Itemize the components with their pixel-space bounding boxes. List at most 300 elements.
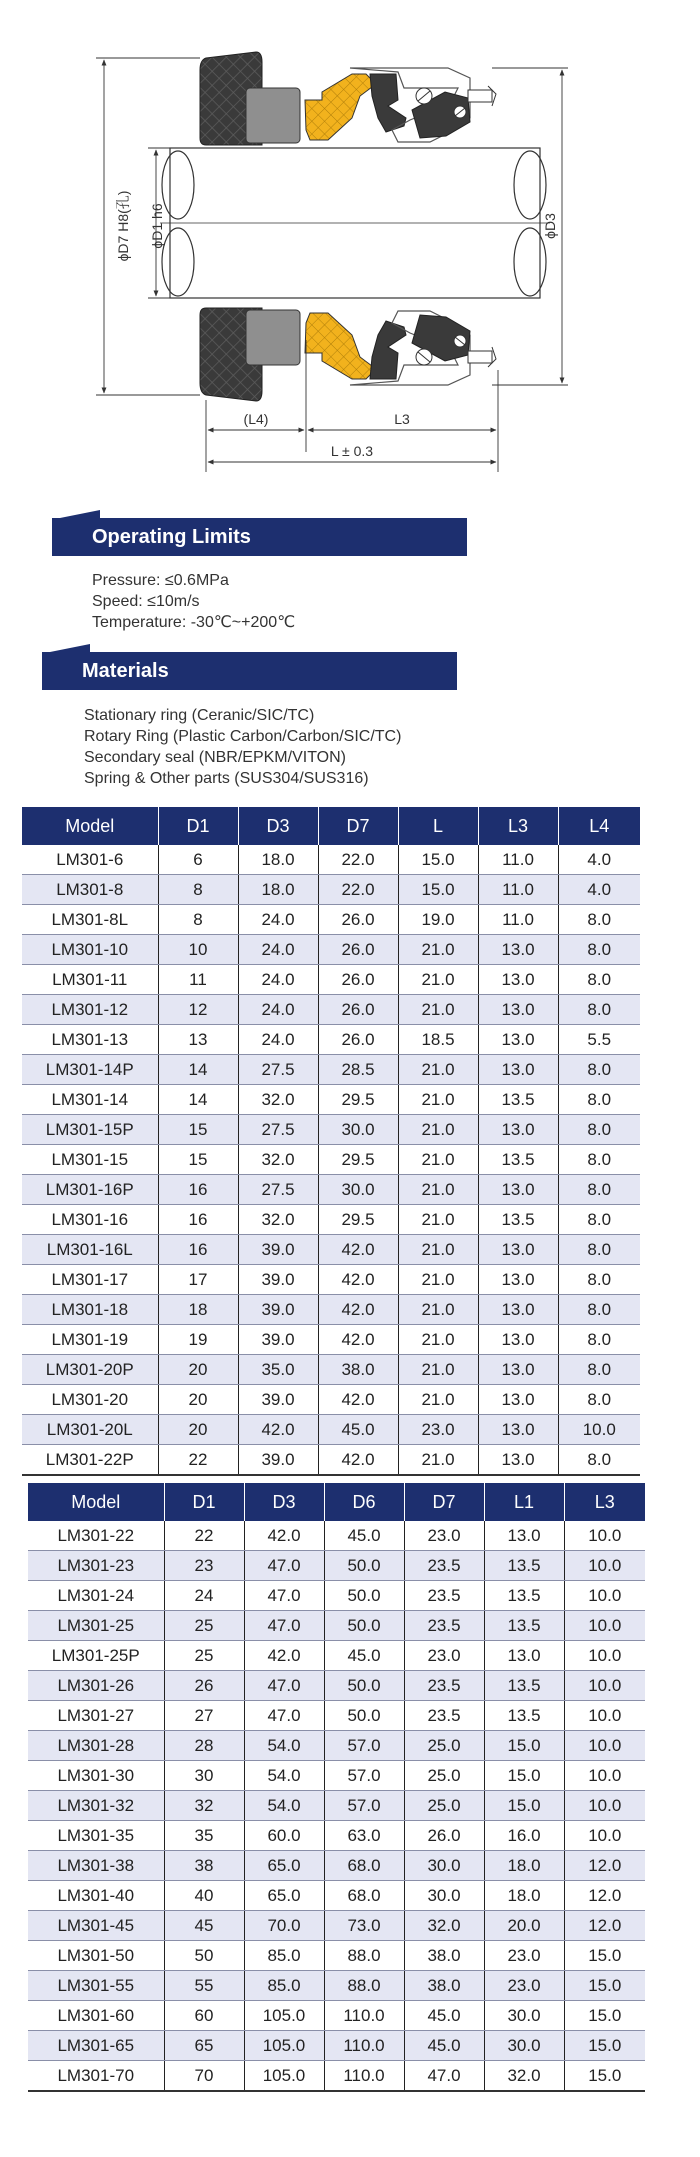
cell-value: 39.0 [238,1385,318,1415]
retainer-clip-bottom [468,351,492,363]
cell-value: 22 [158,1445,238,1476]
cell-value: 47.0 [244,1701,324,1731]
cell-value: 8.0 [558,1385,640,1415]
cell-value: 18.5 [398,1025,478,1055]
cell-model: LM301-20L [22,1415,158,1445]
cell-model: LM301-14P [22,1055,158,1085]
cell-value: 32.0 [484,2061,564,2092]
cell-value: 13.0 [478,965,558,995]
operating-limits-list [92,570,295,633]
cell-value: 15.0 [564,1941,645,1971]
cell-value: 21.0 [398,1085,478,1115]
cell-value: 30.0 [404,1881,484,1911]
cell-value: 10.0 [564,1551,645,1581]
cell-model: LM301-8L [22,905,158,935]
cell-value: 42.0 [318,1265,398,1295]
cell-value: 11.0 [478,845,558,875]
table-row [22,1025,640,1055]
cell-value: 18.0 [484,1881,564,1911]
cell-model: LM301-55 [28,1971,164,2001]
cell-value: 70.0 [244,1911,324,1941]
cell-value: 110.0 [324,2031,404,2061]
cell-model: LM301-70 [28,2061,164,2092]
cell-value: 47.0 [244,1671,324,1701]
cell-value: 13.5 [484,1671,564,1701]
cell-model: LM301-27 [28,1701,164,1731]
cell-value: 22.0 [318,875,398,905]
cell-value: 45.0 [324,1641,404,1671]
table-row [22,1085,640,1115]
cell-value: 24.0 [238,995,318,1025]
table-row [22,1445,640,1476]
table-row [22,1205,640,1235]
retainer-clip-top [468,90,492,102]
cell-value: 13.0 [478,935,558,965]
cell-value: 15 [158,1145,238,1175]
material-rotary-ring: Rotary Ring (Plastic Carbon/Carbon/SIC/TC) [84,728,402,745]
cell-value: 50.0 [324,1671,404,1701]
cell-value: 12.0 [564,1851,645,1881]
cell-value: 21.0 [398,995,478,1025]
table-2-header-row [28,1483,645,1521]
cell-value: 25.0 [404,1761,484,1791]
cell-model: LM301-35 [28,1821,164,1851]
cell-value: 105.0 [244,2001,324,2031]
cell-value: 45 [164,1911,244,1941]
cell-model: LM301-10 [22,935,158,965]
cell-value: 13 [158,1025,238,1055]
cell-value: 13.5 [484,1551,564,1581]
dimension-table-1 [22,807,640,1476]
cell-value: 30.0 [318,1175,398,1205]
rotary-ring-top [305,74,376,140]
cell-value: 8.0 [558,1325,640,1355]
cell-model: LM301-13 [22,1025,158,1055]
materials-list [84,705,401,789]
cell-value: 13.0 [478,1115,558,1145]
cell-model: LM301-32 [28,1791,164,1821]
cell-value: 10.0 [564,1791,645,1821]
cell-value: 25.0 [404,1791,484,1821]
dim-label-l3: L3 [394,411,410,427]
table-row [22,1055,640,1085]
cell-value: 13.5 [484,1581,564,1611]
cell-value: 38.0 [404,1941,484,1971]
cell-value: 23.0 [404,1521,484,1551]
cell-model: LM301-25P [28,1641,164,1671]
cell-value: 18 [158,1295,238,1325]
cell-value: 60.0 [244,1821,324,1851]
table-row [28,1941,645,1971]
cell-value: 26.0 [318,905,398,935]
cell-value: 13.0 [478,995,558,1025]
cell-value: 14 [158,1055,238,1085]
cell-value: 11.0 [478,905,558,935]
shaft [160,148,550,298]
table-row [28,1761,645,1791]
cell-value: 85.0 [244,1941,324,1971]
seal-cross-section-drawing [0,0,700,490]
col-header-l: L [398,807,478,845]
cell-value: 10.0 [558,1415,640,1445]
table-row [22,965,640,995]
cell-value: 27.5 [238,1115,318,1145]
cell-value: 88.0 [324,1971,404,2001]
cell-value: 12.0 [564,1911,645,1941]
cell-value: 21.0 [398,1295,478,1325]
cell-value: 11 [158,965,238,995]
cell-value: 23.0 [484,1971,564,2001]
cell-value: 50.0 [324,1701,404,1731]
cell-value: 8 [158,875,238,905]
cell-value: 88.0 [324,1941,404,1971]
cell-value: 60 [164,2001,244,2031]
cell-value: 16.0 [484,1821,564,1851]
cell-model: LM301-16L [22,1235,158,1265]
cell-model: LM301-20 [22,1385,158,1415]
cell-value: 18.0 [484,1851,564,1881]
cell-value: 24.0 [238,935,318,965]
cell-value: 38.0 [318,1355,398,1385]
cell-value: 15.0 [484,1731,564,1761]
dim-label-l: L ± 0.3 [330,443,374,459]
cell-value: 28.5 [318,1055,398,1085]
cell-value: 13.5 [478,1085,558,1115]
col-header-l3: L3 [478,807,558,845]
cell-value: 21.0 [398,1055,478,1085]
cell-value: 26.0 [318,935,398,965]
cell-value: 28 [164,1731,244,1761]
cell-model: LM301-24 [28,1581,164,1611]
cell-value: 30.0 [404,1851,484,1881]
table-row [22,1415,640,1445]
cell-value: 15.0 [564,2031,645,2061]
cell-model: LM301-30 [28,1761,164,1791]
cell-value: 32.0 [238,1205,318,1235]
cell-value: 50.0 [324,1551,404,1581]
dim-label-d7: ϕD7 H8(孔) [115,190,131,262]
dim-label-d3: ϕD3 [542,213,558,239]
cell-value: 8.0 [558,965,640,995]
cell-value: 39.0 [238,1295,318,1325]
cell-model: LM301-22 [28,1521,164,1551]
table-row [28,1971,645,2001]
cell-value: 10.0 [564,1641,645,1671]
cell-value: 19 [158,1325,238,1355]
cell-value: 24.0 [238,965,318,995]
cell-value: 13.0 [478,1415,558,1445]
rotary-ring-bottom [305,313,376,379]
cell-value: 23 [164,1551,244,1581]
cell-value: 47.0 [244,1611,324,1641]
table-row [22,935,640,965]
cell-value: 30.0 [484,2031,564,2061]
cell-value: 8.0 [558,1175,640,1205]
cell-model: LM301-16 [22,1205,158,1235]
col-header-d6: D6 [324,1483,404,1521]
cell-value: 39.0 [238,1445,318,1476]
cell-value: 12.0 [564,1881,645,1911]
materials-header [42,652,457,690]
cell-value: 10.0 [564,1701,645,1731]
cell-model: LM301-14 [22,1085,158,1115]
table-row [28,1521,645,1551]
cell-value: 10.0 [564,1521,645,1551]
cell-value: 13.0 [478,1355,558,1385]
table-row [22,905,640,935]
cell-value: 32 [164,1791,244,1821]
cell-value: 8.0 [558,1205,640,1235]
cell-value: 26.0 [404,1821,484,1851]
cell-value: 6 [158,845,238,875]
cell-value: 21.0 [398,1385,478,1415]
stationary-ring-bottom [246,310,300,365]
cell-value: 42.0 [244,1521,324,1551]
cell-value: 57.0 [324,1761,404,1791]
cell-value: 42.0 [238,1415,318,1445]
cell-model: LM301-18 [22,1295,158,1325]
table-row [28,1551,645,1581]
table-row [28,2001,645,2031]
cell-value: 10 [158,935,238,965]
table-row [22,1385,640,1415]
cell-value: 32.0 [238,1145,318,1175]
cell-value: 73.0 [324,1911,404,1941]
cell-value: 11.0 [478,875,558,905]
cell-value: 8.0 [558,1115,640,1145]
cell-value: 5.5 [558,1025,640,1055]
cell-value: 25.0 [404,1731,484,1761]
cell-value: 47.0 [404,2061,484,2092]
cell-value: 24.0 [238,1025,318,1055]
col-header-l1: L1 [484,1483,564,1521]
cell-value: 15.0 [564,2061,645,2092]
cell-model: LM301-28 [28,1731,164,1761]
cell-value: 54.0 [244,1761,324,1791]
cell-model: LM301-16P [22,1175,158,1205]
cell-model: LM301-23 [28,1551,164,1581]
cell-value: 8.0 [558,1355,640,1385]
cell-value: 23.0 [404,1641,484,1671]
col-header-model: Model [28,1483,164,1521]
cell-value: 24 [164,1581,244,1611]
cell-value: 26.0 [318,1025,398,1055]
cell-value: 4.0 [558,875,640,905]
cell-value: 21.0 [398,1265,478,1295]
cell-value: 40 [164,1881,244,1911]
table-row [22,1295,640,1325]
table-row [22,875,640,905]
cell-value: 30.0 [484,2001,564,2031]
cell-value: 13.0 [478,1325,558,1355]
col-header-model: Model [22,807,158,845]
cell-value: 16 [158,1235,238,1265]
materials-title: Materials [82,660,169,682]
cell-value: 8 [158,905,238,935]
cell-value: 13.0 [478,1235,558,1265]
cell-value: 13.0 [478,1445,558,1476]
col-header-d1: D1 [164,1483,244,1521]
cell-value: 15 [158,1115,238,1145]
speed-limit: Speed: ≤10m/s [92,593,200,610]
cell-value: 21.0 [398,1115,478,1145]
cell-value: 21.0 [398,935,478,965]
cell-value: 8.0 [558,1235,640,1265]
cell-value: 26 [164,1671,244,1701]
cell-value: 39.0 [238,1325,318,1355]
cell-value: 42.0 [244,1641,324,1671]
cell-model: LM301-15 [22,1145,158,1175]
table-row [22,1325,640,1355]
cell-value: 21.0 [398,1145,478,1175]
table-row [28,1611,645,1641]
cell-value: 8.0 [558,905,640,935]
cell-value: 21.0 [398,1445,478,1476]
cell-value: 13.5 [478,1205,558,1235]
cell-value: 17 [158,1265,238,1295]
cell-model: LM301-8 [22,875,158,905]
cell-model: LM301-26 [28,1671,164,1701]
bellows-top [370,74,406,132]
bellows-bottom [370,321,406,379]
header-tab-accent [50,644,90,652]
cell-value: 50 [164,1941,244,1971]
cell-value: 23.5 [404,1671,484,1701]
cell-value: 85.0 [244,1971,324,2001]
table-row [28,1911,645,1941]
cell-model: LM301-12 [22,995,158,1025]
cell-value: 15.0 [484,1791,564,1821]
cell-value: 21.0 [398,1205,478,1235]
cell-value: 15.0 [564,1971,645,2001]
table-row [22,1265,640,1295]
cell-value: 8.0 [558,935,640,965]
table-1-body [22,845,640,1475]
table-row [28,2031,645,2061]
col-header-d3: D3 [238,807,318,845]
table-row [22,1145,640,1175]
cell-value: 20.0 [484,1911,564,1941]
cell-value: 8.0 [558,1055,640,1085]
cell-value: 4.0 [558,845,640,875]
cell-value: 50.0 [324,1611,404,1641]
cell-value: 54.0 [244,1731,324,1761]
cell-value: 42.0 [318,1295,398,1325]
cell-model: LM301-15P [22,1115,158,1145]
table-row [28,1581,645,1611]
col-header-d7: D7 [404,1483,484,1521]
table-row [22,1175,640,1205]
cell-value: 39.0 [238,1235,318,1265]
cell-value: 13.0 [478,1175,558,1205]
cell-value: 27 [164,1701,244,1731]
cell-value: 21.0 [398,965,478,995]
seal-top-half [200,52,496,145]
cell-model: LM301-20P [22,1355,158,1385]
cell-value: 42.0 [318,1385,398,1415]
table-row [22,1115,640,1145]
cell-value: 10.0 [564,1731,645,1761]
cell-value: 47.0 [244,1581,324,1611]
cell-value: 24.0 [238,905,318,935]
cell-value: 70 [164,2061,244,2092]
cell-value: 42.0 [318,1235,398,1265]
cell-value: 20 [158,1355,238,1385]
cell-value: 13.5 [484,1701,564,1731]
cell-model: LM301-22P [22,1445,158,1476]
cell-value: 15.0 [484,1761,564,1791]
cell-value: 18.0 [238,845,318,875]
cell-value: 13.5 [484,1611,564,1641]
cell-value: 23.5 [404,1701,484,1731]
table-row [22,995,640,1025]
cell-value: 8.0 [558,1145,640,1175]
table-row [28,1641,645,1671]
cell-value: 42.0 [318,1325,398,1355]
pressure-limit: Pressure: ≤0.6MPa [92,572,229,589]
cell-value: 47.0 [244,1551,324,1581]
table-row [28,1671,645,1701]
cell-value: 15.0 [398,875,478,905]
cell-value: 20 [158,1415,238,1445]
col-header-d7: D7 [318,807,398,845]
cell-value: 21.0 [398,1325,478,1355]
material-secondary-seal: Secondary seal (NBR/EPKM/VITON) [84,749,347,766]
cell-value: 65.0 [244,1851,324,1881]
cell-model: LM301-17 [22,1265,158,1295]
cell-model: LM301-45 [28,1911,164,1941]
table-row [28,1881,645,1911]
cell-value: 110.0 [324,2061,404,2092]
col-header-d1: D1 [158,807,238,845]
table-row [22,1235,640,1265]
cell-value: 68.0 [324,1881,404,1911]
cell-model: LM301-6 [22,845,158,875]
cell-value: 8.0 [558,1265,640,1295]
cell-model: LM301-65 [28,2031,164,2061]
col-header-d3: D3 [244,1483,324,1521]
cell-value: 35 [164,1821,244,1851]
cell-value: 65 [164,2031,244,2061]
cell-value: 45.0 [318,1415,398,1445]
cell-value: 13.0 [478,1295,558,1325]
cell-value: 30 [164,1761,244,1791]
cell-value: 29.5 [318,1145,398,1175]
dim-label-d1: ϕD1 h6 [149,203,165,249]
cell-value: 22.0 [318,845,398,875]
cell-value: 23.5 [404,1551,484,1581]
cell-value: 25 [164,1641,244,1671]
cell-value: 57.0 [324,1791,404,1821]
table-1-header-row [22,807,640,845]
table-row [22,1355,640,1385]
cell-value: 68.0 [324,1851,404,1881]
temperature-limit: Temperature: -30℃~+200℃ [92,614,296,631]
cell-value: 10.0 [564,1671,645,1701]
cell-value: 8.0 [558,1445,640,1476]
cell-value: 15.0 [564,2001,645,2031]
seal-bottom-half [200,308,496,401]
cell-value: 13.0 [478,1025,558,1055]
cell-value: 10.0 [564,1581,645,1611]
cell-value: 16 [158,1175,238,1205]
table-row [28,1731,645,1761]
cell-value: 16 [158,1205,238,1235]
table-row [28,1851,645,1881]
cell-value: 110.0 [324,2001,404,2031]
cell-model: LM301-50 [28,1941,164,1971]
table-row [28,1821,645,1851]
